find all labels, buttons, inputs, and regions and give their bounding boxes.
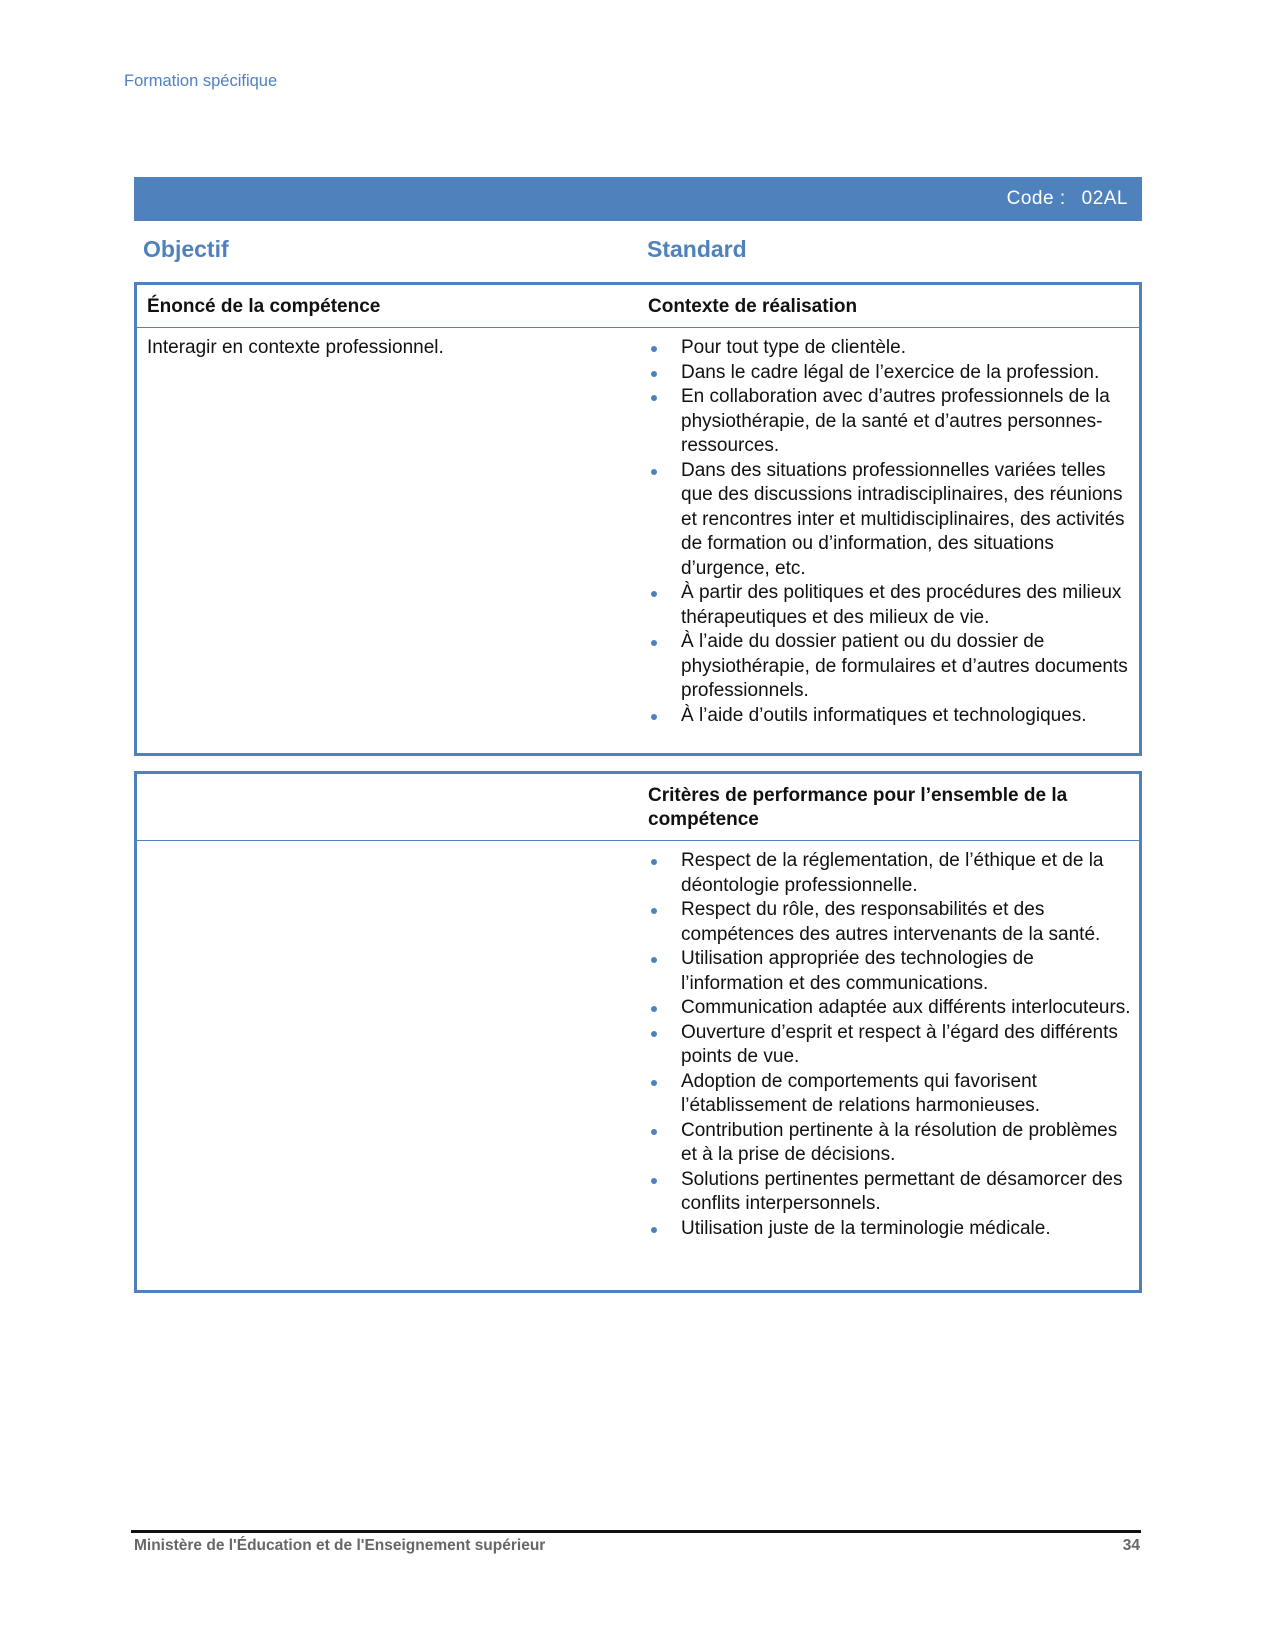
table-header-row <box>137 774 1139 841</box>
list-item: Dans le cadre légal de l’exercice de la profession. <box>648 361 1131 386</box>
objectif-heading: Objectif <box>143 236 229 262</box>
code-value: 02AL <box>1081 188 1128 209</box>
running-title: Formation spécifique <box>124 72 278 90</box>
list-item: À l’aide d’outils informatiques et technologiques. <box>648 704 1131 729</box>
list-item: Utilisation juste de la terminologie médicale. <box>648 1217 1131 1242</box>
list-item: Respect de la réglementation, de l’éthique et de la déontologie professionnelle. <box>648 849 1131 898</box>
code-label: Code : <box>1006 188 1066 209</box>
list-item: Dans des situations professionnelles variées telles que des discussions intradisciplinaires, des réunions et rencontres inter et multidisciplinaires, des activités de formation ou d’information, des situations d’urgence, etc. <box>648 459 1131 582</box>
page-number: 34 <box>1122 1537 1140 1554</box>
col-header-contexte: Contexte de réalisation <box>648 296 858 317</box>
list-item: Pour tout type de clientèle. <box>648 336 1131 361</box>
criteria-table <box>134 771 1142 1293</box>
table-header-row <box>137 285 1139 328</box>
list-item: Contribution pertinente à la résolution de problèmes et à la prise de décisions. <box>648 1119 1131 1168</box>
col-header-criteres: Critères de performance pour l’ensemble de la compétence <box>648 785 1068 830</box>
empty-header-cell <box>137 774 640 840</box>
list-item: Ouverture d’esprit et respect à l’égard des différents points de vue. <box>648 1021 1131 1070</box>
context-list <box>648 336 1131 728</box>
footer-publisher: Ministère de l'Éducation et de l'Enseignement supérieur <box>134 1537 546 1554</box>
list-item: Utilisation appropriée des technologies de l’information et des communications. <box>648 947 1131 996</box>
list-item: Solutions pertinentes permettant de désamorcer des conflits interpersonnels. <box>648 1168 1131 1217</box>
list-item: À l’aide du dossier patient ou du dossier de physiothérapie, de formulaires et d’autres documents professionnels. <box>648 630 1131 704</box>
list-item: À partir des politiques et des procédures des milieux thérapeutiques et des milieux de vie. <box>648 581 1131 630</box>
standard-heading: Standard <box>647 236 747 262</box>
competence-statement: Interagir en contexte professionnel. <box>147 337 444 358</box>
competence-table <box>134 282 1142 756</box>
tables-container <box>134 282 1142 1293</box>
criteria-list <box>648 849 1131 1241</box>
footer-divider <box>131 1530 1141 1533</box>
list-item: En collaboration avec d’autres professionnels de la physiothérapie, de la santé et d’autres personnes-ressources. <box>648 385 1131 459</box>
list-item: Respect du rôle, des responsabilités et des compétences des autres intervenants de la santé. <box>648 898 1131 947</box>
list-item: Adoption de comportements qui favorisent l’établissement de relations harmonieuses. <box>648 1070 1131 1119</box>
table-row <box>137 841 1139 1245</box>
list-item: Communication adaptée aux différents interlocuteurs. <box>648 996 1131 1021</box>
col-header-enonce: Énoncé de la compétence <box>147 296 381 317</box>
table-row <box>137 328 1139 732</box>
empty-cell <box>137 841 640 1245</box>
code-bar <box>134 177 1142 221</box>
